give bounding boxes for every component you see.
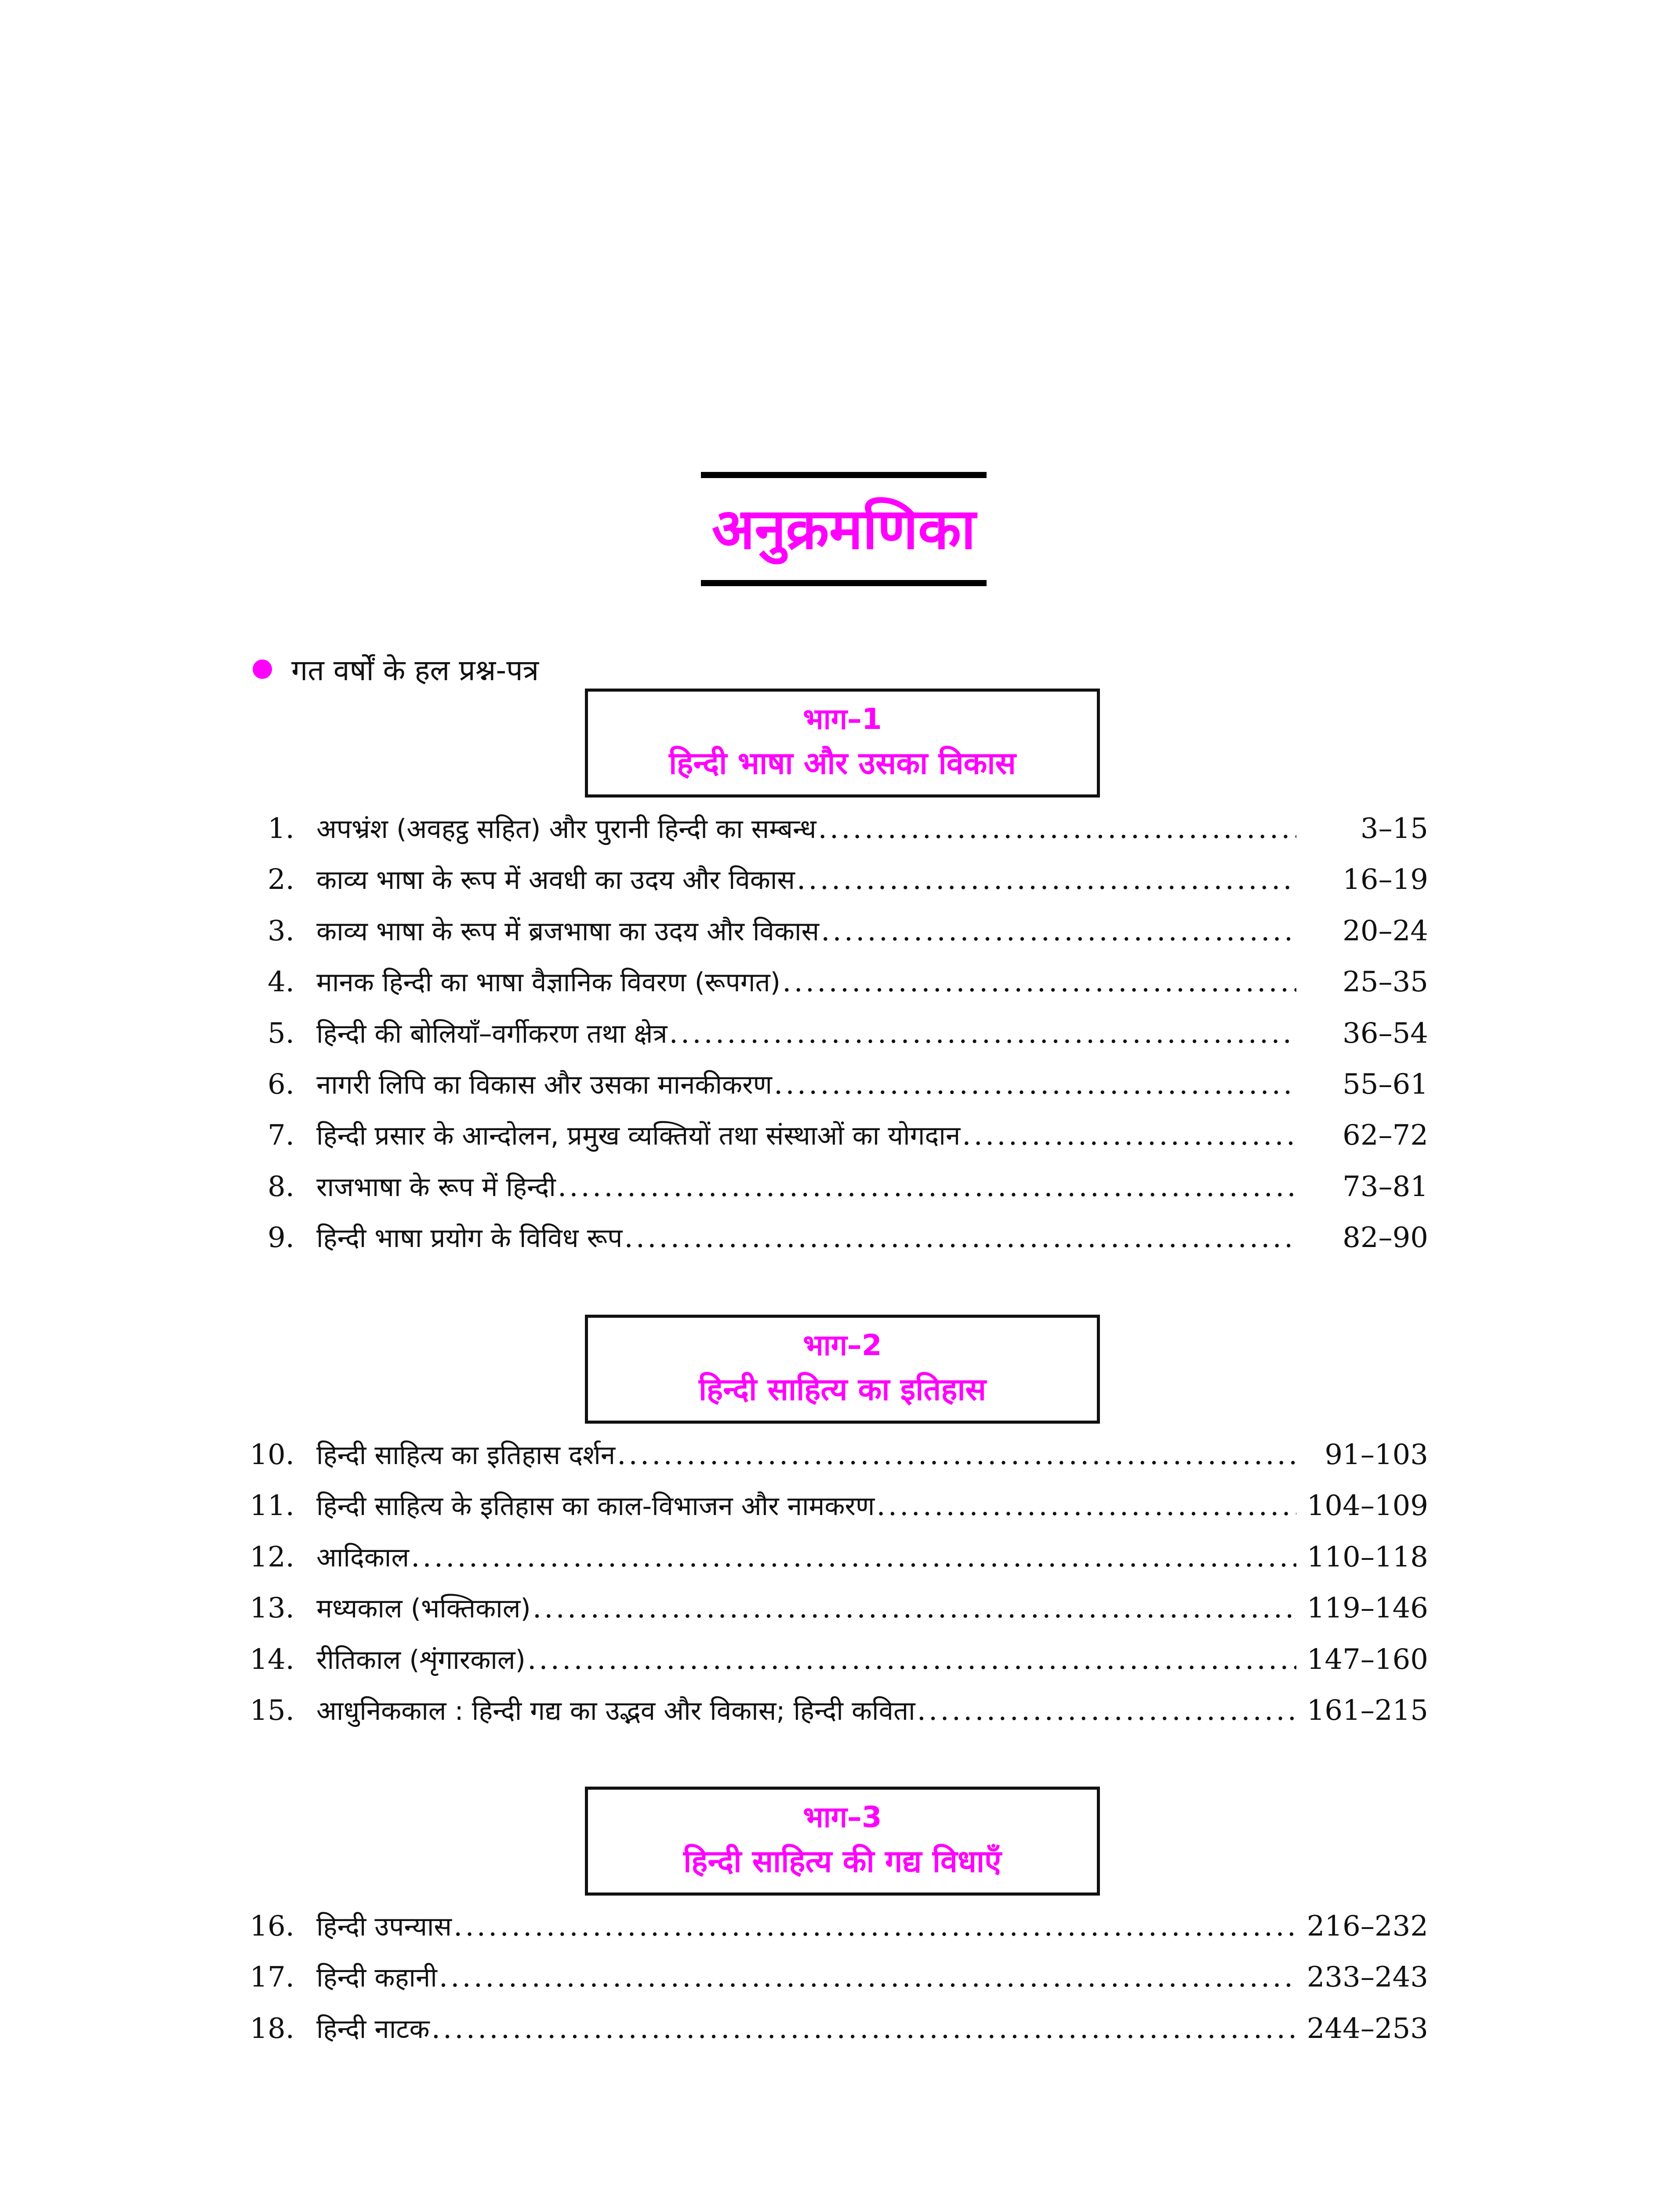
title-bottom-rule: [701, 580, 987, 586]
toc-entry: [246, 1540, 1428, 1591]
toc-entry: [246, 1016, 1428, 1067]
leader-dots: [454, 1909, 1296, 1944]
entry-title: आदिकाल: [316, 1542, 410, 1573]
part-heading: हिन्दी साहित्य की गद्य विधाएँ: [683, 1843, 1001, 1879]
entry-number: 12.: [250, 1541, 294, 1573]
leader-dots: [624, 1220, 1296, 1255]
entry-pages: 104–109: [1306, 1490, 1428, 1523]
entry-pages: 119–146: [1306, 1592, 1428, 1625]
title-top-rule: [701, 472, 987, 478]
leader-dots: [962, 1118, 1296, 1153]
entry-number: 6.: [267, 1068, 294, 1101]
toc-entry: [246, 1118, 1428, 1169]
leader-dots: [821, 914, 1296, 949]
leader-dots: [558, 1169, 1296, 1204]
entry-pages: 73–81: [1343, 1170, 1428, 1203]
entry-number: 3.: [267, 914, 294, 947]
leader-dots: [669, 1016, 1296, 1051]
entry-number: 11.: [250, 1490, 294, 1523]
leader-dots: [774, 1067, 1296, 1102]
leader-dots: [917, 1693, 1296, 1728]
part-label: भाग–1: [803, 702, 882, 736]
entry-number: 18.: [250, 2012, 294, 2045]
entry-title: राजभाषा के रूप में हिन्दी: [316, 1171, 556, 1203]
entry-title: हिन्दी उपन्यास: [316, 1911, 452, 1942]
toc-entry: [246, 862, 1428, 913]
entry-pages: 20–24: [1343, 914, 1428, 947]
entry-pages: 3–15: [1360, 812, 1428, 845]
entry-title: काव्य भाषा के रूप में ब्रजभाषा का उदय और विकास: [316, 916, 820, 947]
part-heading: हिन्दी साहित्य का इतिहास: [699, 1371, 986, 1407]
entry-number: 5.: [267, 1017, 294, 1050]
part-2-box: [585, 1315, 1100, 1424]
entry-title: हिन्दी भाषा प्रयोग के विविध रूप: [316, 1223, 623, 1254]
intro-item-label: गत वर्षों के हल प्रश्न-पत्र: [291, 653, 539, 687]
leader-dots: [439, 1960, 1296, 1995]
entry-pages: 91–103: [1324, 1439, 1428, 1471]
entry-pages: 55–61: [1343, 1068, 1428, 1101]
entry-number: 14.: [250, 1643, 294, 1676]
entry-pages: 36–54: [1343, 1017, 1428, 1050]
entry-number: 7.: [267, 1119, 294, 1152]
leader-dots: [782, 964, 1296, 1000]
leader-dots: [617, 1437, 1296, 1472]
toc-entry: [246, 1591, 1428, 1642]
entry-title: हिन्दी साहित्य का इतिहास दर्शन: [316, 1440, 616, 1471]
entry-pages: 161–215: [1306, 1694, 1428, 1727]
toc-entry: [246, 811, 1428, 862]
toc-entry: [246, 1488, 1428, 1539]
toc-entry: [246, 1220, 1428, 1271]
entry-title: अपभ्रंश (अवहट्ठ सहित) और पुरानी हिन्दी का सम्बन्ध: [316, 814, 816, 845]
part-3-list: [246, 1909, 1428, 2062]
leader-dots: [527, 1642, 1296, 1677]
entry-number: 15.: [250, 1694, 294, 1727]
part-heading: हिन्दी भाषा और उसका विकास: [669, 745, 1016, 781]
entry-pages: 216–232: [1306, 1910, 1428, 1943]
leader-dots: [797, 862, 1296, 897]
toc-entry: [246, 1067, 1428, 1118]
leader-dots: [876, 1488, 1296, 1523]
entry-pages: 244–253: [1306, 2012, 1428, 2045]
entry-number: 10.: [250, 1439, 294, 1471]
entry-pages: 82–90: [1343, 1222, 1428, 1254]
entry-number: 8.: [267, 1170, 294, 1203]
toc-entry: [246, 1693, 1428, 1744]
entry-number: 16.: [250, 1910, 294, 1943]
part-3-box: [585, 1787, 1100, 1896]
entry-title: हिन्दी प्रसार के आन्दोलन, प्रमुख व्यक्तियों तथा संस्थाओं का योगदान: [316, 1120, 961, 1152]
part-1-list: [246, 811, 1428, 1272]
toc-entry: [246, 1642, 1428, 1693]
toc-entry: [246, 1437, 1428, 1488]
toc-entry: [246, 2011, 1428, 2062]
toc-entry: [246, 914, 1428, 964]
part-label: भाग–3: [803, 1800, 882, 1834]
entry-pages: 233–243: [1306, 1961, 1428, 1994]
entry-title: नागरी लिपि का विकास और उसका मानकीकरण: [316, 1069, 772, 1100]
toc-entry: [246, 964, 1428, 1015]
leader-dots: [818, 811, 1296, 846]
entry-title: आधुनिककाल : हिन्दी गद्य का उद्भव और विकास; हिन्दी कविता: [316, 1695, 915, 1726]
entry-title: काव्य भाषा के रूप में अवधी का उदय और विकास: [316, 865, 795, 896]
entry-title: रीतिकाल (शृंगारकाल): [316, 1644, 526, 1675]
entry-title: हिन्दी नाटक: [316, 2013, 430, 2045]
intro-item: [253, 649, 539, 689]
entry-title: हिन्दी साहित्य के इतिहास का काल-विभाजन और नामकरण: [316, 1491, 875, 1522]
entry-pages: 147–160: [1306, 1643, 1428, 1676]
part-2-list: [246, 1437, 1428, 1744]
entry-number: 13.: [250, 1592, 294, 1625]
entry-title: मध्यकाल (भक्तिकाल): [316, 1593, 531, 1624]
entry-pages: 16–19: [1343, 863, 1428, 896]
entry-number: 4.: [267, 966, 294, 999]
entry-pages: 62–72: [1343, 1119, 1428, 1152]
toc-entry: [246, 1909, 1428, 1960]
entry-title: मानक हिन्दी का भाषा वैज्ञानिक विवरण (रूपगत): [316, 967, 781, 998]
page-title: अनुक्रमणिका: [711, 497, 976, 562]
leader-dots: [432, 2011, 1296, 2046]
entry-number: 1.: [267, 812, 294, 845]
entry-number: 2.: [267, 863, 294, 896]
bullet-icon: [253, 660, 272, 679]
toc-entry: [246, 1960, 1428, 2011]
entry-pages: 110–118: [1306, 1541, 1428, 1573]
entry-number: 17.: [250, 1961, 294, 1994]
entry-number: 9.: [267, 1222, 294, 1254]
leader-dots: [411, 1540, 1296, 1575]
part-1-box: [585, 689, 1100, 798]
entry-title: हिन्दी कहानी: [316, 1962, 437, 1994]
toc-entry: [246, 1169, 1428, 1220]
entry-pages: 25–35: [1343, 966, 1428, 999]
leader-dots: [533, 1591, 1296, 1626]
part-label: भाग–2: [803, 1328, 882, 1362]
entry-title: हिन्दी की बोलियाँ–वर्गीकरण तथा क्षेत्र: [316, 1018, 668, 1049]
